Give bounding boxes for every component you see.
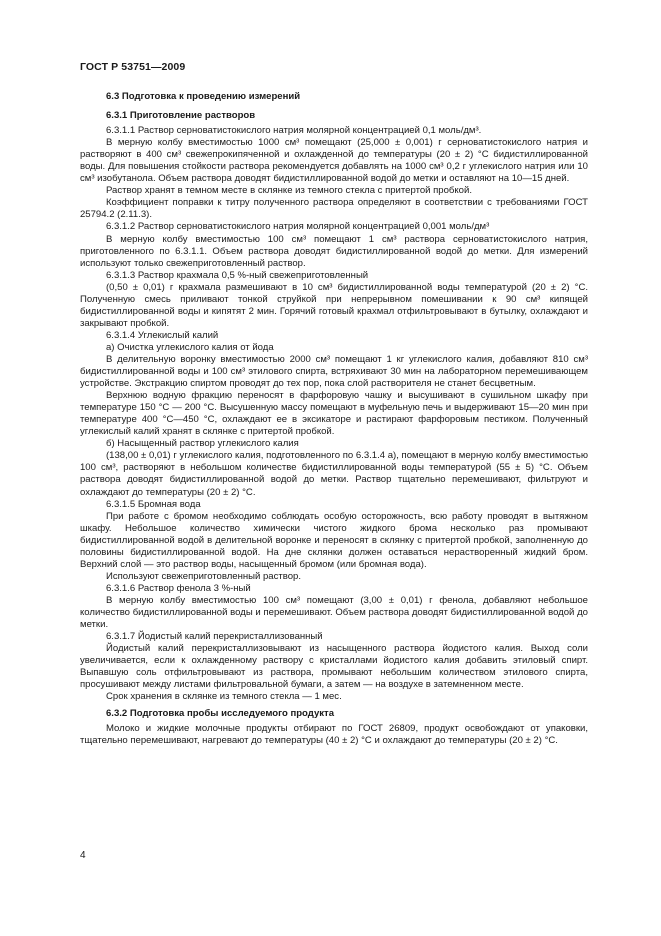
section-heading-6-3-1: 6.3.1 Приготовление растворов — [106, 110, 256, 122]
paragraph: (0,50 ± 0,01) г крахмала размешивают в 10 см³ бидистиллированной воды температурой (20 ± 2) °С. Полученную смесь приливают тонкой струйкой при непрерывном помешивании к 90 см³ кипящей бидистиллированной воды и кипятят 2 мин. Горячий готовый крахмал отфильтровывают в бутылку, охлаждают и закрывают пробкой. — [80, 281, 588, 329]
section-heading-6-3-2: 6.3.2 Подготовка пробы исследуемого продукта — [106, 708, 335, 720]
paragraph: Коэффициент поправки к титру полученного раствора определяют в соответствии с требованиями ГОСТ 25794.2 (2.11.3). — [80, 197, 588, 221]
paragraph: б) Насыщенный раствор углекислого калия — [106, 438, 299, 450]
paragraph: В мерную колбу вместимостью 100 см³ помещают (3,00 ± 0,01) г фенола, добавляют небольшое количество бидистиллированной воды и перемешивают. Объем раствора доводят бидистиллированной водой до метки. — [80, 594, 588, 631]
paragraph: Раствор хранят в темном месте в склянке из темного стекла с притертой пробкой. — [106, 185, 472, 197]
paragraph: В мерную колбу вместимостью 100 см³ помещают 1 см³ раствора серноватистокислого натрия, приготовленного по 6.3.1.1. Объем раствора доводят бидистиллированной водой до метки. Для измерений используют только свежеприготовленный раствор. — [80, 233, 588, 269]
paragraph: (138,00 ± 0,01) г углекислого калия, подготовленного по 6.3.1.4 а), помещают в мерную колбу вместимостью 100 см³, растворяют в небольшом количестве бидистиллированной воды температурой (55 ± 5) °С. Объем раствора доводят бидистиллированной водой до метки. Раствор тщательно перемешивают, фильтруют и охлаждают до температуры (20 ± 2) °С. — [80, 450, 588, 498]
document-code: ГОСТ Р 53751—2009 — [80, 61, 186, 73]
paragraph: а) Очистка углекислого калия от йода — [106, 341, 274, 353]
paragraph: В мерную колбу вместимостью 1000 см³ помещают (25,000 ± 0,001) г серноватистокислого натрия и растворяют в 400 см³ свежепрокипяченной и охлажденной до температуры (20 ± 2) °С бидистиллированной воды. Для повышения стойкости раствора рекомендуется добавлять на 1000 см³ 0,2 г углекислого натрия или 10 см³ изобутанола. Объем раствора доводят бидистиллированной водой до метки и оставляют на 10—15 дней. — [80, 137, 588, 185]
paragraph: 6.3.1.1 Раствор серноватистокислого натрия молярной концентрацией 0,1 моль/дм³. — [106, 125, 482, 137]
paragraph: Йодистый калий перекристаллизовывают из насыщенного раствора йодистого калия. Выход соли увеличивается, если к охлажденному раствору с кристаллами йодистого калия добавить этиловый спирт. Выпавшую соль отфильтровывают из раствора, промывают небольшим количеством этилового спирта, просушивают между листами фильтровальной бумаги, а затем — на воздухе в затемненном месте. — [80, 643, 588, 691]
paragraph: 6.3.1.5 Бромная вода — [106, 498, 201, 510]
paragraph: 6.3.1.6 Раствор фенола 3 %-ный — [106, 582, 251, 594]
page-number: 4 — [80, 850, 86, 861]
page-content — [80, 91, 588, 747]
paragraph: 6.3.1.4 Углекислый калий — [106, 329, 219, 341]
paragraph: Срок хранения в склянке из темного стекла — 1 мес. — [106, 691, 342, 703]
paragraph: Молоко и жидкие молочные продукты отбирают по ГОСТ 26809, продукт освобождают от упаковки, тщательно перемешивают, нагревают до температуры (40 ± 2) °С и охлаждают до температуры (20 ± 2) °С. — [80, 723, 588, 747]
paragraph: При работе с бромом необходимо соблюдать особую осторожность, всю работу проводят в вытяжном шкафу. Небольшое количество химически чистого жидкого брома несколько раз промывают бидистиллированной водой в делительной воронке и переносят в склянку с притертой пробкой, заполненную до половины бидистиллированной водой. На дне склянки должен оставаться нерастворенный жидкий бром. Верхний слой — это раствор воды, насыщенный бромом (или бромная вода). — [80, 510, 588, 570]
section-heading-6-3: 6.3 Подготовка к проведению измерений — [106, 91, 301, 102]
paragraph: 6.3.1.2 Раствор серноватистокислого натрия молярной концентрацией 0,001 моль/дм³ — [106, 221, 490, 233]
paragraph: Верхнюю водную фракцию переносят в фарфоровую чашку и высушивают в сушильном шкафу при температуре 150 °С — 200 °С. Высушенную массу помещают в муфельную печь и выдерживают 15—20 мин при температуре 400 °С—450 °С, охлаждают ее в эксикаторе и растирают фарфоровым пестиком. Полученный углекислый калий хранят в склянке с притертой пробкой. — [80, 390, 588, 438]
paragraph: 6.3.1.7 Йодистый калий перекристаллизованный — [106, 631, 323, 643]
paragraph: В делительную воронку вместимостью 2000 см³ помещают 1 кг углекислого калия, добавляют 810 см³ бидистиллированной воды и 100 см³ этилового спирта, встряхивают 30 мин на лабораторном перемешивающем устройстве. Экстракцию спиртом проводят до тех пор, пока слой растворителя не станет бесцветным. — [80, 353, 588, 390]
paragraph: 6.3.1.3 Раствор крахмала 0,5 %-ный свежеприготовленный — [106, 269, 369, 281]
paragraph: Используют свежеприготовленный раствор. — [106, 570, 301, 582]
